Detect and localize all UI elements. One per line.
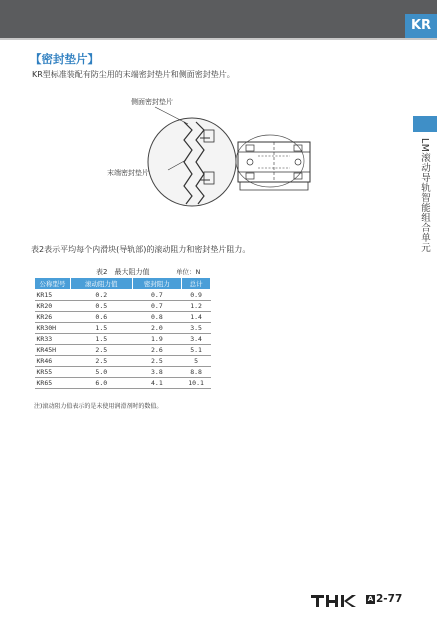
header-divider: [0, 38, 437, 40]
cell-total: 0.9: [182, 290, 211, 301]
table-row: [35, 312, 211, 323]
cell-rolling: 2.5: [71, 356, 133, 367]
header-model: 公称型号: [35, 278, 71, 290]
cell-rolling: 6.0: [71, 378, 133, 389]
seal-illustration: [100, 100, 330, 210]
cell-total: 5.1: [182, 345, 211, 356]
header-total: 总计: [182, 278, 211, 290]
cell-model: KR45H: [35, 345, 71, 356]
header-seal: 密封阻力: [132, 278, 182, 290]
section-description: KR型标准装配有防尘用的末端密封垫片和侧面密封垫片。: [32, 70, 235, 79]
cell-total: 8.8: [182, 367, 211, 378]
cell-total: 1.2: [182, 301, 211, 312]
cell-rolling: 0.5: [71, 301, 133, 312]
cell-rolling: 1.5: [71, 323, 133, 334]
cell-total: 3.4: [182, 334, 211, 345]
cell-seal: 2.5: [132, 356, 182, 367]
cell-model: KR46: [35, 356, 71, 367]
cell-seal: 3.8: [132, 367, 182, 378]
table-unit: 单位：N: [176, 268, 201, 276]
cell-rolling: 0.2: [71, 290, 133, 301]
cell-model: KR65: [35, 378, 71, 389]
cell-seal: 1.9: [132, 334, 182, 345]
cell-total: 10.1: [182, 378, 211, 389]
cell-rolling: 1.5: [71, 334, 133, 345]
cell-seal: 0.8: [132, 312, 182, 323]
cell-model: KR55: [35, 367, 71, 378]
header-bar: [0, 0, 437, 38]
header-rolling: 滚动阻力值: [71, 278, 133, 290]
resistance-table: [34, 277, 211, 389]
cell-rolling: 0.6: [71, 312, 133, 323]
cell-seal: 2.6: [132, 345, 182, 356]
cell-total: 3.5: [182, 323, 211, 334]
cell-total: 1.4: [182, 312, 211, 323]
page-prefix: A: [367, 595, 374, 603]
page-number: [366, 593, 402, 605]
cell-rolling: 5.0: [71, 367, 133, 378]
cell-rolling: 2.5: [71, 345, 133, 356]
label-end-seal: 末端密封垫片: [107, 169, 149, 177]
table-row: [35, 356, 211, 367]
section-title: 【密封垫片】: [30, 52, 99, 66]
table-row: [35, 334, 211, 345]
table-caption: 表2 最大阻力值: [96, 268, 150, 276]
cell-seal: 2.0: [132, 323, 182, 334]
table-row: [35, 345, 211, 356]
table-note: 注)滚动阻力值表示的是未使用润滑剂时的数值。: [34, 403, 163, 410]
side-index-tab: [413, 116, 437, 132]
cell-seal: 0.7: [132, 290, 182, 301]
table-row: [35, 290, 211, 301]
thk-logo: [311, 594, 357, 608]
intro-text: 表2表示平均每个内滑块(导轨部)的滚动阻力和密封垫片阻力。: [31, 245, 251, 254]
cell-model: KR30H: [35, 323, 71, 334]
cell-total: 5: [182, 356, 211, 367]
cell-model: KR26: [35, 312, 71, 323]
cell-seal: 0.7: [132, 301, 182, 312]
table-header-row: [35, 278, 211, 290]
table-row: [35, 323, 211, 334]
cell-model: KR15: [35, 290, 71, 301]
cell-seal: 4.1: [132, 378, 182, 389]
table-row: [35, 378, 211, 389]
page-number-value: 2-77: [376, 593, 403, 605]
series-tab: KR: [405, 14, 437, 38]
table-row: [35, 301, 211, 312]
cell-model: KR33: [35, 334, 71, 345]
cell-model: KR20: [35, 301, 71, 312]
side-category-label: LM滚动导轨智能组合单元: [419, 138, 430, 253]
table-row: [35, 367, 211, 378]
label-side-seal: 侧面密封垫片: [131, 98, 173, 106]
